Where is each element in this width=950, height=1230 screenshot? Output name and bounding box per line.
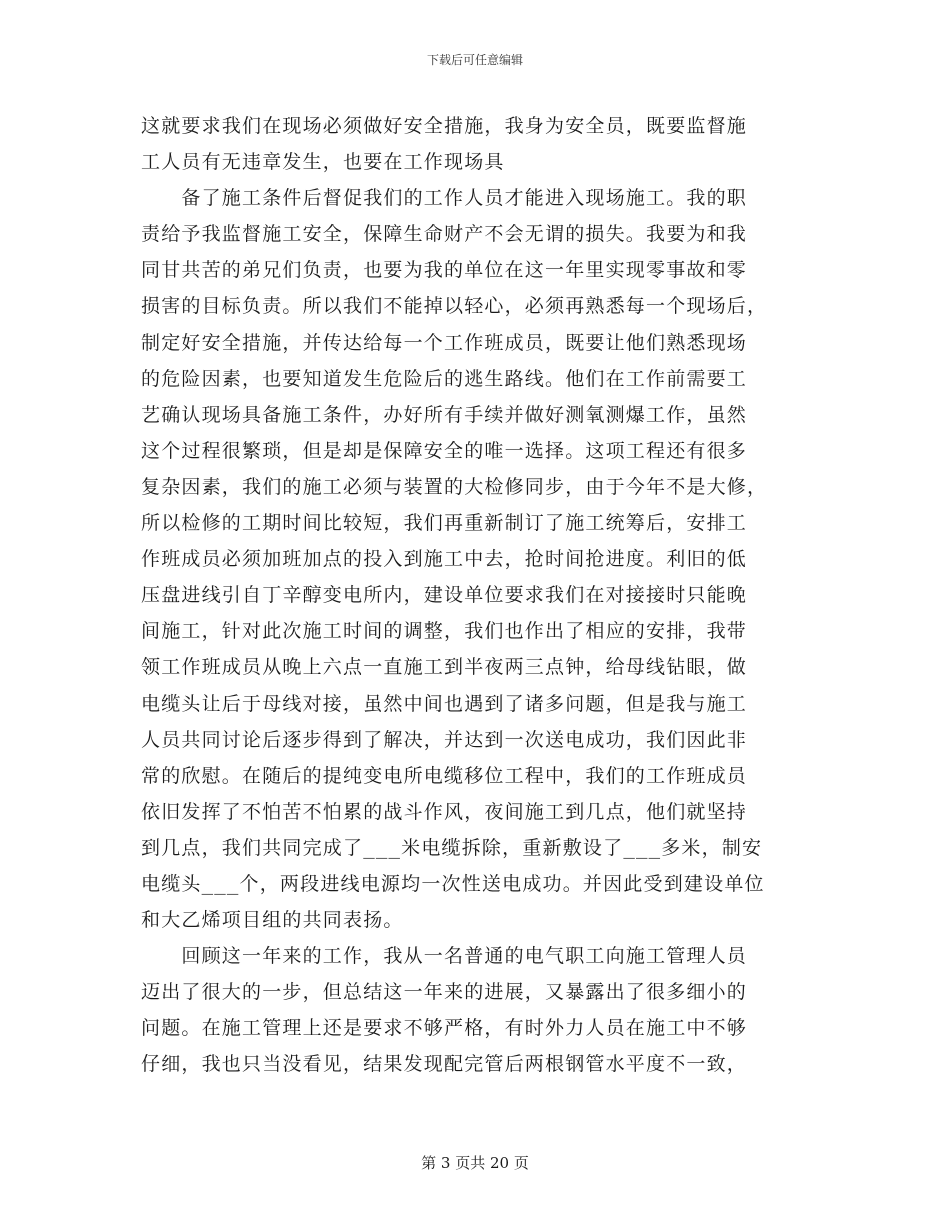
text-line: 备了施工条件后督促我们的工作人员才能进入现场施工。我的职 <box>141 187 748 210</box>
text-line: 这个过程很繁琐，但是却是保障安全的唯一选择。这项工程还有很多 <box>141 439 748 462</box>
text-line: 人员共同讨论后逐步得到了解决，并达到一次送电成功，我们因此非 <box>141 728 748 751</box>
text-line: 复杂因素，我们的施工必须与装置的大检修同步，由于今年不是大修， <box>141 475 768 498</box>
text-line: 工人员有无违章发生，也要在工作现场具 <box>141 151 505 174</box>
text-line: 所以检修的工期时间比较短，我们再重新制订了施工统筹后，安排工 <box>141 512 748 535</box>
text-line: 电缆头___个，两段进线电源均一次性送电成功。并因此受到建设单位 <box>141 872 765 895</box>
page-header: 下载后可任意编辑 <box>426 53 523 67</box>
text-line: 电缆头让后于母线对接，虽然中间也遇到了诸多问题，但是我与施工 <box>141 692 748 715</box>
paragraph-1 <box>141 108 817 180</box>
text-line: 依旧发挥了不怕苦不怕累的战斗作风，夜间施工到几点，他们就坚持 <box>141 800 748 823</box>
paragraph-3 <box>141 938 817 1082</box>
page-footer: 第 3 页共 20 页 <box>421 1154 529 1172</box>
text-line: 同甘共苦的弟兄们负责，也要为我的单位在这一年里实现零事故和零 <box>141 259 748 282</box>
text-line: 和大乙烯项目组的共同表扬。 <box>141 909 404 932</box>
text-line: 艺确认现场具备施工条件，办好所有手续并做好测氧测爆工作，虽然 <box>141 403 748 426</box>
text-line: 领工作班成员从晚上六点一直施工到半夜两三点钟，给母线钻眼，做 <box>141 656 748 679</box>
text-line: 间施工，针对此次施工时间的调整，我们也作出了相应的安排，我带 <box>141 620 748 643</box>
text-line: 的危险因素，也要知道发生危险后的逃生路线。他们在工作前需要工 <box>141 367 748 390</box>
paragraph-2 <box>141 180 817 938</box>
text-line: 迈出了很大的一步，但总结这一年来的进展，又暴露出了很多细小的 <box>141 981 748 1004</box>
document-body <box>141 108 817 1083</box>
text-line: 仔细，我也只当没看见，结果发现配完管后两根钢管水平度不一致， <box>141 1053 748 1076</box>
text-line: 回顾这一年来的工作，我从一名普通的电气职工向施工管理人员 <box>141 945 748 968</box>
text-line: 损害的目标负责。所以我们不能掉以轻心，必须再熟悉每一个现场后， <box>141 295 768 318</box>
text-line: 到几点，我们共同完成了___米电缆拆除，重新敷设了___多米，制安 <box>141 836 763 859</box>
text-line: 这就要求我们在现场必须做好安全措施，我身为安全员，既要监督施 <box>141 115 748 137</box>
text-line: 作班成员必须加班加点的投入到施工中去，抢时间抢进度。利旧的低 <box>141 548 748 571</box>
text-line: 压盘进线引自丁辛醇变电所内，建设单位要求我们在对接接时只能晚 <box>141 584 748 607</box>
text-line: 制定好安全措施，并传达给每一个工作班成员，既要让他们熟悉现场 <box>141 331 748 354</box>
text-line: 问题。在施工管理上还是要求不够严格，有时外力人员在施工中不够 <box>141 1017 748 1040</box>
text-line: 责给予我监督施工安全，保障生命财产不会无谓的损失。我要为和我 <box>141 223 748 246</box>
text-line: 常的欣慰。在随后的提纯变电所电缆移位工程中，我们的工作班成员 <box>141 764 748 787</box>
